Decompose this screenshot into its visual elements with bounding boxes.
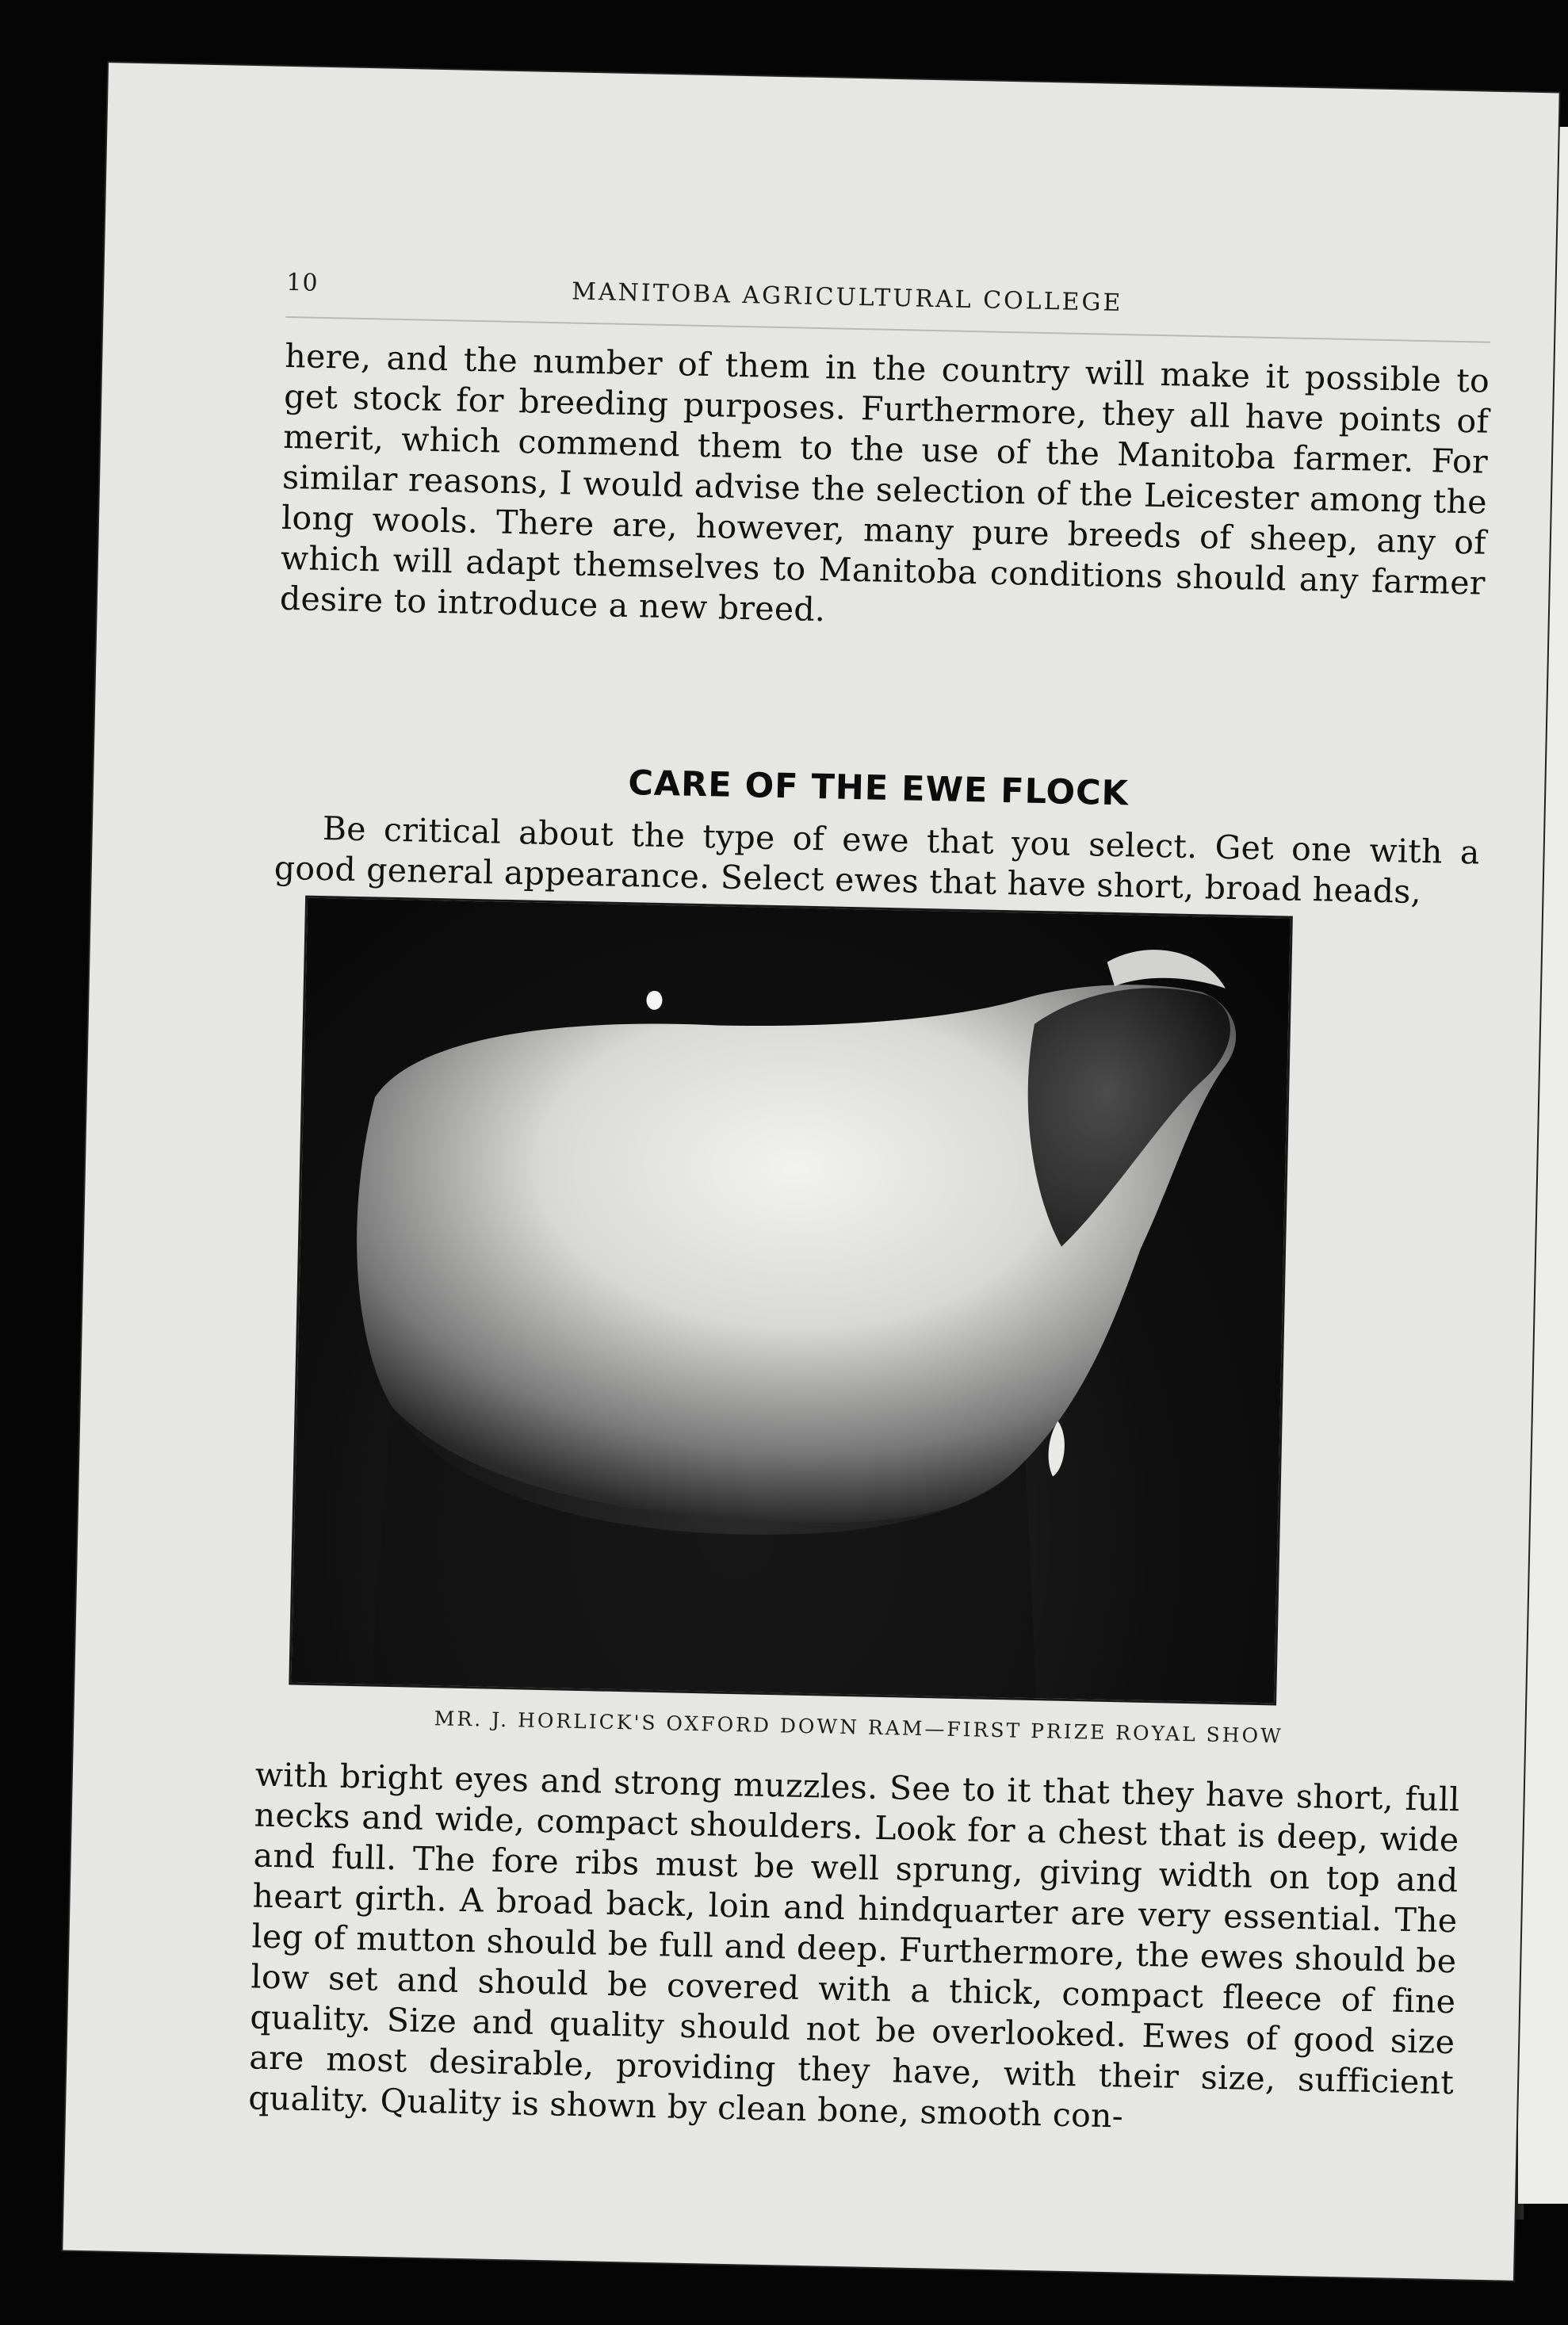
body-paragraph-1: here, and the number of them in the country will make it possible to get stock for breeding purposes. Furthermore, they all have points of merit, which commend them to the use of the Manitoba farmer. For similar reasons, I would advise the selection of the Leicester among the long wools. There are, however, many pure breeds of sheep, any of which will adapt themselves to Manitoba conditions should any farmer desire to introduce a new breed. bbox=[279, 336, 1490, 629]
body-paragraph-2: Be critical about the type of ewe that you select. Get one with a good general appearance. Select ewes that have short, broad heads, bbox=[273, 809, 1481, 912]
running-title: MANITOBA AGRICULTURAL COLLEGE bbox=[571, 277, 1123, 317]
section-heading: CARE OF THE EWE FLOCK bbox=[627, 763, 1130, 814]
ram-photograph bbox=[289, 896, 1293, 1706]
body-paragraph-3: with bright eyes and strong muzzles. See to it that they have short, full necks and wide, compact shoulders. Look for a chest that is deep, wide and full. The fore ribs must be well sprung, giving width on top and heart girth. A broad back, loin and hindquarter are very essential. The leg of mutton should be full and deep. Furthermore, the ewes should be low set and should be covered with a thick, compact fleece of fine quality. Size and quality should not be overlooked. Ewes of good size are most desirable, providing they have, with their size, sufficient quality. Quality is shown by clean bone, smooth con- bbox=[247, 1755, 1461, 2136]
ram-illustration bbox=[291, 898, 1290, 1704]
book-page bbox=[63, 63, 1558, 2281]
photo-caption: MR. J. HORLICK'S OXFORD DOWN RAM—FIRST PRIZE ROYAL SHOW bbox=[434, 1707, 1284, 1748]
page-number: 10 bbox=[285, 268, 319, 297]
running-head bbox=[285, 269, 1491, 343]
